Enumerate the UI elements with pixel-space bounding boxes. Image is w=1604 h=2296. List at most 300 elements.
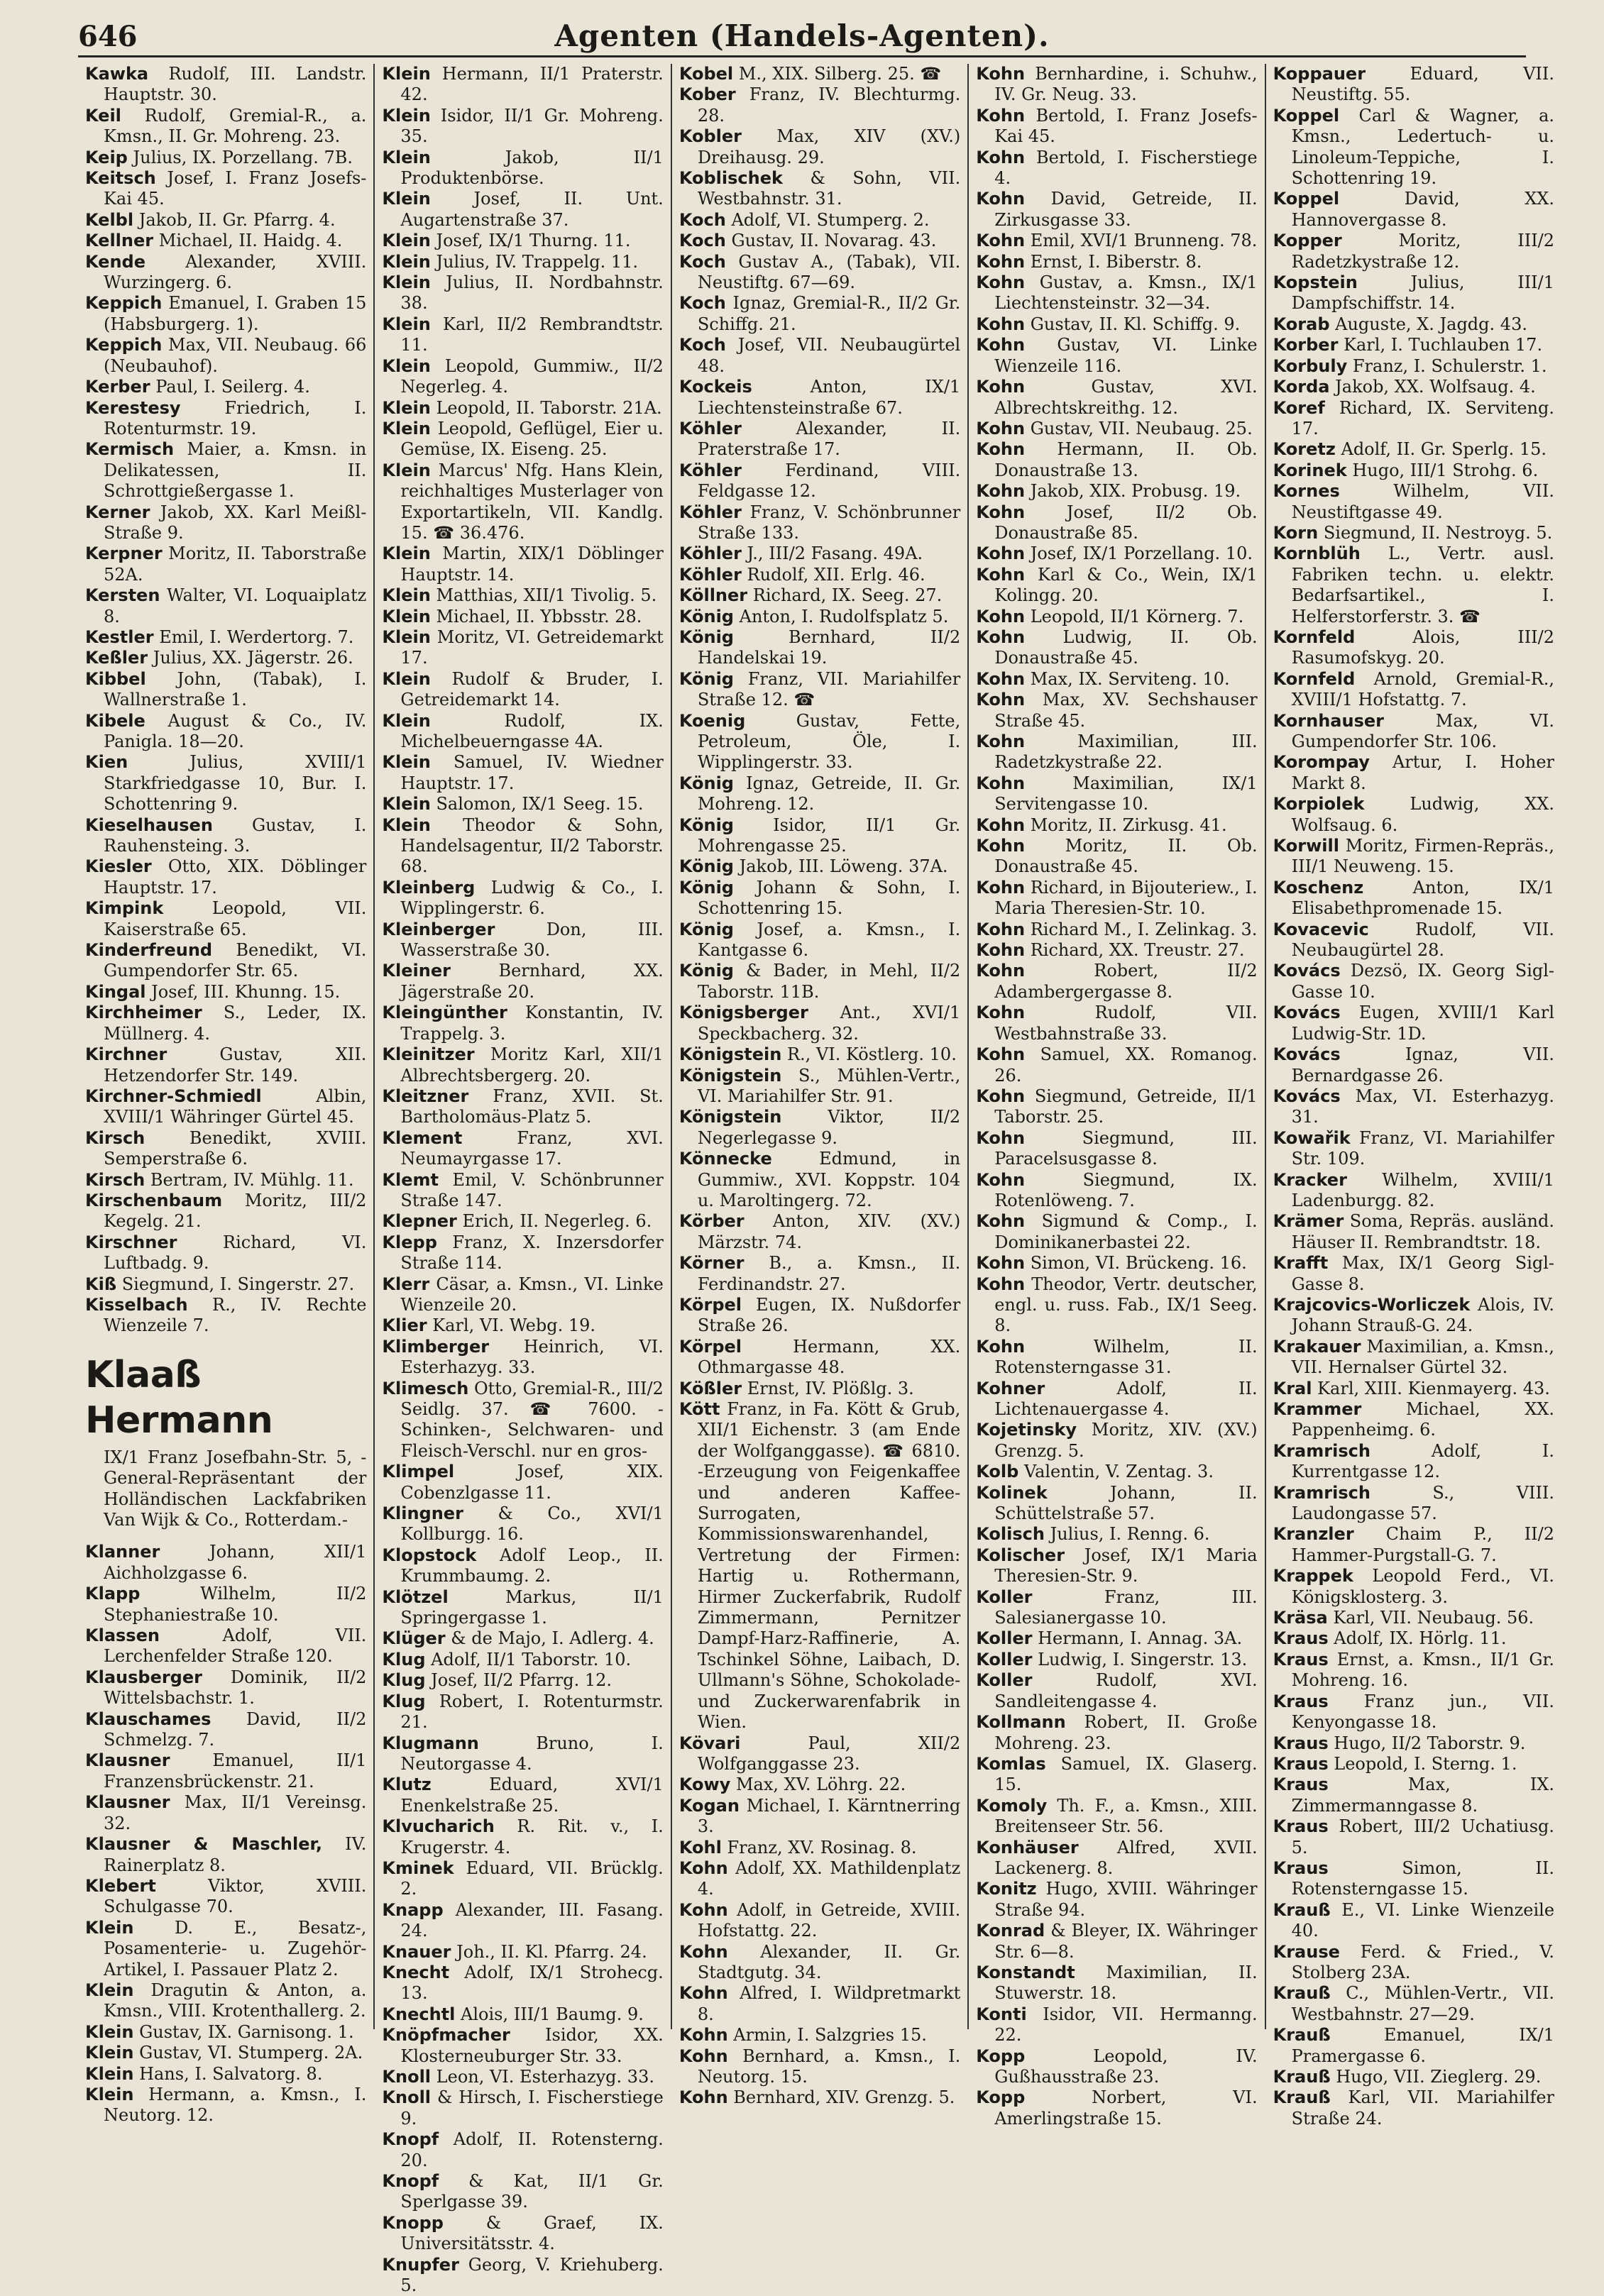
entry-name: Kopstein	[1273, 272, 1358, 293]
entry-details: Jakob, XX. Wolfsaug. 4.	[1335, 377, 1536, 397]
entry-name: Kraus	[1273, 1753, 1329, 1774]
entry-name: Kohn	[976, 627, 1026, 647]
entry-name: Kiß	[85, 1274, 117, 1294]
entry-details: Theodor, Vertr. deutscher, engl. u. russ. Fab., IX/1 Seeg. 8.	[994, 1274, 1258, 1336]
entry-details: Rudolf & Bruder, I. Getreidemarkt 14.	[400, 668, 664, 710]
directory-entry	[85, 210, 366, 231]
entry-name: Klüger	[382, 1628, 446, 1649]
entry-details: Leon, VI. Esterhazyg. 33.	[436, 2067, 654, 2087]
directory-entry	[382, 1628, 663, 1649]
entry-name: Kleitzner	[382, 1086, 469, 1106]
entry-name: Kövari	[679, 1733, 741, 1753]
entry-details: Franz, IV. Blechturmg. 28.	[697, 84, 961, 126]
entry-name: Kowy	[679, 1775, 731, 1795]
entry-name: Kohn	[976, 815, 1026, 835]
entry-details: R., IV. Rechte Wienzeile 7.	[104, 1294, 367, 1336]
entry-name: Kohn	[976, 231, 1026, 251]
directory-entry	[382, 1274, 663, 1316]
entry-name: Knauer	[382, 1941, 451, 1962]
directory-entry	[85, 1542, 366, 1584]
entry-name: Klein	[382, 606, 431, 627]
entry-details: Max, IX. Zimmermanngasse 8.	[1291, 1775, 1555, 1816]
entry-name: Klein	[382, 460, 431, 480]
directory-entry	[1273, 314, 1554, 335]
entry-name: Klein	[382, 314, 431, 334]
entry-name: Knopf	[382, 2171, 439, 2192]
entry-details: Emanuel, II/1 Franzensbrückenstr. 21.	[104, 1750, 367, 1792]
directory-entry	[382, 2004, 663, 2025]
entry-details: & Bader, in Mehl, II/2 Taborstr. 11B.	[697, 961, 961, 1002]
directory-entry	[679, 1066, 960, 1108]
entry-name: Konhäuser	[976, 1837, 1079, 1858]
entry-details: Johann, II. Schüttelstraße 57.	[994, 1482, 1258, 1524]
entry-details: Ignaz, Gremial-R., II/2 Gr. Schiffg. 21.	[697, 293, 961, 334]
entry-details: Robert, II. Große Mohreng. 23.	[994, 1712, 1258, 1753]
entry-name: Kerner	[85, 502, 150, 522]
directory-entry	[85, 168, 366, 210]
entry-details: Adolf, II. Gr. Sperlg. 15.	[1341, 439, 1547, 460]
directory-entry	[976, 189, 1257, 231]
entry-details: Karl & Co., Wein, IX/1 Kolingg. 20.	[994, 564, 1258, 606]
entry-details: Leopold, I. Sterng. 1.	[1334, 1753, 1517, 1774]
directory-entry	[976, 1086, 1257, 1128]
directory-entry	[976, 607, 1257, 627]
directory-entry	[976, 1003, 1257, 1044]
directory-entry	[1273, 1044, 1554, 1086]
entry-details: B., a. Kmsn., II. Ferdinandstr. 27.	[697, 1253, 961, 1294]
entry-details: Walter, VI. Loquaiplatz 8.	[104, 585, 367, 627]
entry-details: Georg, V. Kriehuberg. 5.	[400, 2254, 664, 2296]
entry-name: Korwill	[1273, 836, 1339, 856]
entry-name: Koch	[679, 293, 726, 314]
directory-entry	[976, 1044, 1257, 1086]
directory-entry	[382, 1232, 663, 1274]
entry-details: Karl, XIII. Kienmayerg. 43.	[1317, 1378, 1550, 1398]
entry-name: Kibele	[85, 710, 145, 731]
directory-entry	[679, 1253, 960, 1295]
entry-details: Bertram, IV. Mühlg. 11.	[150, 1169, 354, 1190]
entry-name: Kohn	[679, 2087, 728, 2108]
entry-name: Klimesch	[382, 1378, 469, 1398]
directory-entry	[85, 1626, 366, 1667]
entry-name: Kirsch	[85, 1127, 145, 1148]
entry-name: Körpel	[679, 1294, 742, 1315]
entry-details: Soma, Repräs. ausländ. Häuser II. Rembrandtstr. 18.	[1291, 1211, 1555, 1252]
entry-name: Koppel	[1273, 105, 1340, 126]
entry-name: Kraus	[1273, 1628, 1329, 1649]
entry-details: Leopold, Geflügel, Eier u. Gemüse, IX. Eiseng. 25.	[400, 418, 664, 460]
directory-entry	[976, 1524, 1257, 1545]
entry-name: Klepp	[382, 1232, 437, 1252]
entry-name: Krause	[1273, 1941, 1340, 1962]
entry-name: Koller	[976, 1628, 1033, 1649]
directory-entry	[85, 1170, 366, 1191]
directory-entry	[1273, 669, 1554, 711]
entry-name: Königsberger	[679, 1003, 808, 1023]
entry-name: Klimberger	[382, 1336, 490, 1357]
entry-details: Anton, IX/1 Liechtensteinstraße 67.	[697, 377, 961, 418]
entry-details: Ernst, I. Biberstr. 8.	[1030, 251, 1202, 272]
entry-details: Siegmund, I. Singerstr. 27.	[121, 1274, 355, 1294]
directory-entry	[976, 669, 1257, 690]
entry-details: Adolf, in Getreide, XVIII. Hofstattg. 22.	[697, 1899, 961, 1941]
entry-name: Kornfeld	[1273, 668, 1356, 689]
entry-name: Komlas	[976, 1753, 1046, 1774]
entry-details: & Co., XVI/1 Kollburgg. 16.	[400, 1503, 664, 1545]
entry-name: Kohn	[976, 377, 1026, 397]
entry-details: Hermann, II/1 Praterstr. 42.	[400, 64, 664, 105]
directory-entry	[976, 1545, 1257, 1587]
directory-entry	[382, 1691, 663, 1733]
entry-name: Kolisch	[976, 1524, 1045, 1545]
entry-name: Körner	[679, 1253, 745, 1274]
entry-details: Otto, Gremial-R., III/2 Seidlg. 37. ☎ 7600. -Schinken-, Selchwaren- und Fleisch-Verschl. nur en gros-	[400, 1378, 664, 1461]
directory-entry	[1273, 1775, 1554, 1816]
directory-entry	[976, 690, 1257, 732]
entry-name: Kohn	[976, 105, 1026, 126]
directory-entry	[1273, 1253, 1554, 1295]
entry-details: Richard M., I. Zelinkag. 3.	[1030, 919, 1258, 939]
entry-details: Wilhelm, II. Rotensterngasse 31.	[994, 1336, 1258, 1378]
directory-entry	[976, 1712, 1257, 1754]
directory-entry	[679, 669, 960, 711]
entry-details: Max, VI. Gumpendorfer Str. 106.	[1291, 710, 1555, 751]
entry-name: Klausner	[85, 1792, 170, 1813]
entry-name: Kerestesy	[85, 397, 181, 418]
entry-details: Alfred, XVII. Lackenerg. 8.	[994, 1837, 1258, 1878]
entry-details: Alexander, XVIII. Wurzingerg. 6.	[104, 251, 367, 293]
entry-name: Kermisch	[85, 439, 175, 460]
entry-details: Richard, IX. Seeg. 27.	[752, 585, 943, 606]
entry-details: Friedrich, I. Rotenturmstr. 19.	[104, 397, 367, 438]
entry-name: Körber	[679, 1211, 745, 1232]
entry-name: Könnecke	[679, 1149, 772, 1169]
entry-name: Kestler	[85, 627, 154, 647]
entry-details: Alfred, I. Wildpretmarkt 8.	[697, 1983, 961, 2024]
entry-name: Kohn	[679, 1983, 728, 2004]
entry-details: Maximilian, IX/1 Servitengasse 10.	[994, 773, 1258, 815]
entry-name: Klug	[382, 1691, 426, 1711]
entry-details: Siegmund, II. Nestroyg. 5.	[1323, 522, 1553, 543]
directory-entry	[85, 2085, 366, 2126]
directory-entry	[1273, 335, 1554, 355]
entry-details: Richard, XX. Treustr. 27.	[1030, 940, 1245, 961]
entry-name: Kleinberg	[382, 877, 476, 898]
entry-name: Klein	[382, 355, 431, 376]
directory-entry	[1273, 1399, 1554, 1441]
directory-entry	[1273, 2067, 1554, 2087]
directory-entry	[382, 1503, 663, 1545]
entry-name: Klerr	[382, 1274, 430, 1294]
directory-entry	[382, 585, 663, 606]
directory-entry	[382, 419, 663, 460]
entry-details: Ferdinand, VIII. Feldgasse 12.	[697, 460, 961, 502]
directory-entry	[679, 856, 960, 877]
entry-details: Th. F., a. Kmsn., XIII. Breitenseer Str. 56.	[994, 1795, 1258, 1837]
entry-name: Konitz	[976, 1879, 1037, 1899]
entry-details: Eduard, VII. Neustiftg. 55.	[1291, 64, 1555, 105]
entry-name: König	[679, 627, 734, 647]
entry-details: Hugo, VII. Zieglerg. 29.	[1336, 2067, 1542, 2087]
directory-entry	[85, 543, 366, 585]
entry-details: Eduard, XVI/1 Enenkelstraße 25.	[400, 1775, 664, 1816]
entry-details: David, Getreide, II. Zirkusgasse 33.	[994, 189, 1258, 230]
entry-details: L., Vertr. ausl. Fabriken techn. u. elektr. Bedarfsartikel., I. Helferstorferstr. 3. ☎	[1291, 543, 1555, 627]
entry-name: Knöpfmacher	[382, 2025, 510, 2046]
directory-entry	[382, 1170, 663, 1212]
entry-details: IV. Rainerplatz 8.	[104, 1834, 367, 1875]
entry-name: Koch	[679, 251, 726, 272]
directory-entry	[85, 2022, 366, 2043]
entry-name: Kohn	[976, 64, 1026, 84]
entry-details: Auguste, X. Jagdg. 43.	[1335, 314, 1527, 334]
directory-entry	[85, 335, 366, 377]
directory-entry	[1273, 1628, 1554, 1649]
entry-details: Jakob, XIX. Probusg. 19.	[1030, 481, 1241, 502]
entry-details: Hugo, XVIII. Währinger Straße 94.	[994, 1879, 1258, 1920]
directory-entry	[679, 961, 960, 1003]
entry-details: Alois, IV. Johann Strauß-G. 24.	[1291, 1294, 1555, 1336]
entry-details: Adolf, VII. Lerchenfelder Straße 120.	[104, 1626, 367, 1667]
entry-name: Krafft	[1273, 1253, 1329, 1274]
directory-entry	[382, 920, 663, 961]
entry-details: Joh., II. Kl. Pfarrg. 24.	[456, 1941, 647, 1962]
entry-details: Max, VI. Esterhazyg. 31.	[1291, 1086, 1555, 1127]
directory-entry	[85, 940, 366, 982]
directory-entry	[1273, 460, 1554, 481]
directory-entry	[976, 481, 1257, 502]
directory-entry	[976, 836, 1257, 878]
entry-details: Gustav, VI. Linke Wienzeile 116.	[994, 335, 1258, 376]
directory-entry	[382, 356, 663, 398]
entry-details: Isidor, VII. Hermanng. 22.	[994, 2004, 1258, 2046]
directory-entry	[976, 252, 1257, 272]
entry-name: Körpel	[679, 1336, 742, 1357]
directory-entry	[382, 1044, 663, 1086]
entry-name: Kohn	[976, 418, 1026, 438]
entry-name: Krajcovics-Worliczek	[1273, 1294, 1471, 1315]
entry-name: Klepner	[382, 1211, 457, 1232]
entry-name: Klement	[382, 1127, 463, 1148]
directory-entry	[679, 1044, 960, 1065]
entry-name: Klug	[382, 1649, 426, 1669]
directory-entry	[85, 377, 366, 397]
entry-name: Klein	[382, 231, 431, 251]
directory-entry	[1273, 2025, 1554, 2067]
entry-details: Bernhard, XX. Jägerstraße 20.	[400, 961, 664, 1002]
directory-entry	[679, 1399, 960, 1733]
directory-entry	[382, 272, 663, 314]
entry-details: Armin, I. Salzgries 15.	[733, 2025, 927, 2046]
entry-name: Kohn	[976, 1127, 1026, 1148]
entry-details: Benedikt, XVIII. Semperstraße 6.	[104, 1127, 367, 1169]
entry-details: Dezsö, IX. Georg Sigl-Gasse 10.	[1291, 961, 1555, 1002]
directory-entry	[1273, 1379, 1554, 1399]
entry-details: Franz, VI. Mariahilfer Str. 109.	[1291, 1127, 1555, 1169]
directory-entry	[679, 126, 960, 168]
entry-name: Keppich	[85, 293, 163, 314]
entry-details: Adolf, VI. Stumperg. 2.	[731, 209, 930, 230]
directory-entry	[1273, 1003, 1554, 1044]
entry-name: Kornfeld	[1273, 627, 1356, 647]
entry-details: Josef, II/2 Ob. Donaustraße 85.	[994, 502, 1258, 543]
entry-name: Klein	[382, 585, 431, 606]
directory-entry	[382, 711, 663, 753]
directory-entry	[85, 648, 366, 668]
entry-name: Kohn	[976, 961, 1026, 981]
entry-details: Heinrich, VI. Esterhazyg. 33.	[400, 1336, 664, 1378]
entry-details: Gustav, XVI. Albrechtskreithg. 12.	[994, 377, 1258, 418]
directory-entry	[85, 1086, 366, 1128]
entry-name: Kohn	[976, 1274, 1026, 1294]
entry-details: Gustav A., (Tabak), VII. Neustiftg. 67—69.	[697, 251, 961, 293]
directory-entry	[679, 1337, 960, 1379]
directory-entry	[976, 1963, 1257, 2004]
directory-entry	[1273, 1650, 1554, 1691]
directory-entry	[85, 2043, 366, 2063]
entry-name: Kien	[85, 752, 128, 773]
entry-name: Klötzel	[382, 1586, 449, 1607]
entry-details: Cäsar, a. Kmsn., VI. Linke Wienzeile 20.	[400, 1274, 664, 1315]
entry-details: Rudolf, III. Landstr. Hauptstr. 30.	[104, 64, 367, 105]
entry-details: Moritz, II. Zirkusg. 41.	[1030, 815, 1227, 835]
directory-entry	[976, 314, 1257, 335]
entry-name: Koblischek	[679, 168, 783, 189]
directory-entry	[976, 419, 1257, 439]
directory-entry	[976, 543, 1257, 564]
directory-entry	[1273, 1441, 1554, 1483]
directory-entry	[976, 627, 1257, 669]
directory-entry	[85, 1709, 366, 1751]
entry-name: Klanner	[85, 1542, 160, 1562]
directory-entry	[679, 1211, 960, 1253]
entry-name: Klausner	[85, 1750, 170, 1771]
entry-details: Rudolf, XVI. Sandleitengasse 4.	[994, 1670, 1258, 1711]
entry-name: Klauschames	[85, 1709, 212, 1729]
directory-entry	[679, 627, 960, 669]
entry-details: Michael, XX. Pappenheimg. 6.	[1291, 1399, 1555, 1440]
directory-entry	[679, 1796, 960, 1838]
entry-details: Valentin, V. Zentag. 3.	[1023, 1462, 1214, 1482]
entry-name: Kieselhausen	[85, 815, 213, 835]
directory-entry	[85, 252, 366, 294]
entry-name: Klein	[382, 105, 431, 126]
entry-details: Viktor, XVIII. Schulgasse 70.	[104, 1875, 367, 1917]
entry-name: Kolb	[976, 1462, 1019, 1482]
entry-details: Bertold, I. Fischerstiege 4.	[994, 147, 1258, 189]
directory-entry	[1273, 1983, 1554, 2025]
directory-entry	[1273, 1524, 1554, 1566]
directory-entry	[1273, 1816, 1554, 1858]
entry-name: König	[679, 919, 734, 939]
entry-name: Kohn	[976, 147, 1026, 167]
entry-details: Alois, III/2 Rasumofskyg. 20.	[1291, 627, 1555, 668]
entry-details: Emanuel, I. Graben 15 (Habsburgerg. 1).	[104, 293, 367, 334]
directory-entry	[1273, 377, 1554, 397]
entry-details: Gustav, XII. Hetzendorfer Str. 149.	[104, 1044, 367, 1086]
directory-entry	[382, 1900, 663, 1942]
entry-details: Siegmund, Getreide, II/1 Taborstr. 25.	[994, 1086, 1258, 1127]
entry-name: Klapp	[85, 1584, 141, 1604]
entry-details: Leopold, VII. Kaiserstraße 65.	[104, 898, 367, 939]
entry-name: Klier	[382, 1315, 427, 1336]
entry-details: Bernhard, a. Kmsn., I. Neutorg. 15.	[697, 2046, 961, 2087]
entry-name: Kleinitzer	[382, 1044, 475, 1065]
entry-name: Kojetinsky	[976, 1420, 1077, 1440]
entry-details: Dragutin & Anton, a. Kmsn., VIII. Krotenthallerg. 2.	[104, 1980, 367, 2021]
directory-entry	[976, 1379, 1257, 1420]
entry-details: Maier, a. Kmsn. in Delikatessen, II. Schrottgießergasse 1.	[104, 439, 367, 502]
entry-details: Alexander, III. Fasang. 24.	[400, 1899, 664, 1941]
entry-details: Josef, II/2 Pfarrg. 12.	[431, 1670, 613, 1691]
entry-details: Karl, VII. Neubaug. 56.	[1333, 1608, 1534, 1628]
directory-entry	[382, 1545, 663, 1587]
directory-entry	[85, 148, 366, 168]
entry-name: Kohn	[976, 919, 1026, 939]
directory-entry	[85, 1876, 366, 1918]
directory-entry	[382, 2255, 663, 2296]
directory-entry	[1273, 1170, 1554, 1212]
entry-details: Isidor, XX. Klosterneuburger Str. 33.	[400, 2025, 664, 2066]
directory-entry	[382, 1942, 663, 1963]
entry-name: Kohn	[976, 1336, 1026, 1357]
directory-entry	[679, 2046, 960, 2088]
entry-name: Kohn	[976, 1211, 1026, 1232]
entry-name: Kornhauser	[1273, 710, 1384, 731]
directory-entry	[382, 1650, 663, 1670]
page-header	[78, 16, 1526, 57]
entry-name: Kovács	[1273, 1003, 1341, 1023]
entry-details: Richard, in Bijouteriew., I. Maria Theresien-Str. 10.	[994, 877, 1258, 919]
entry-details: Albin, XVIII/1 Währinger Gürtel 45.	[104, 1086, 367, 1127]
entry-details: Franz, XVII. St. Bartholomäus-Platz 5.	[400, 1086, 664, 1127]
entry-details: Max, XV. Löhrg. 22.	[735, 1775, 906, 1795]
directory-entry	[1273, 711, 1554, 753]
entry-details: Adolf, II. Rotensterng. 20.	[400, 2129, 664, 2170]
entry-details: Hermann, I. Annag. 3A.	[1038, 1628, 1243, 1649]
entry-details: Chaim P., II/2 Hammer-Purgstall-G. 7.	[1291, 1524, 1555, 1565]
directory-entry	[1273, 1337, 1554, 1379]
entry-details: Simon, II. Rotensterngasse 15.	[1291, 1858, 1555, 1899]
entry-name: Klvucharich	[382, 1816, 495, 1837]
entry-name: Kohn	[976, 940, 1026, 961]
entry-name: Kohn	[976, 877, 1026, 898]
entry-name: Kohn	[976, 1253, 1026, 1274]
entry-details: Ernst, IV. Plößlg. 3.	[747, 1378, 914, 1398]
entry-name: Keip	[85, 147, 128, 167]
entry-details: & Bleyer, IX. Währinger Str. 6—8.	[994, 1921, 1258, 1962]
entry-details: Robert, II/2 Adambergergasse 8.	[994, 961, 1258, 1002]
entry-name: Kornes	[1273, 481, 1340, 502]
entry-details: R. Rit. v., I. Krugerstr. 4.	[400, 1816, 664, 1858]
directory-entry	[1273, 1483, 1554, 1525]
directory-entry	[976, 878, 1257, 920]
entry-details: Bernhardine, i. Schuhw., IV. Gr. Neug. 33.	[994, 64, 1258, 105]
directory-entry	[679, 1107, 960, 1149]
entry-details: Emil, V. Schönbrunner Straße 147.	[400, 1169, 664, 1210]
entry-name: Kopp	[976, 2046, 1026, 2066]
entry-details: Adolf, IX. Hörlg. 11.	[1334, 1628, 1507, 1649]
entry-details: Erich, II. Negerleg. 6.	[462, 1211, 652, 1232]
directory-entry	[976, 1274, 1257, 1337]
entry-name: Kohn	[976, 335, 1026, 355]
entry-details: Max, XV. Sechshauser Straße 45.	[994, 690, 1258, 731]
entry-details: Otto, XIX. Döblinger Hauptstr. 17.	[104, 856, 367, 898]
directory-entry	[85, 669, 366, 711]
entry-name: Klein	[382, 627, 431, 647]
entry-details: Adolf, IX/1 Strohecg. 13.	[400, 1962, 664, 2004]
entry-name: König	[679, 815, 734, 835]
